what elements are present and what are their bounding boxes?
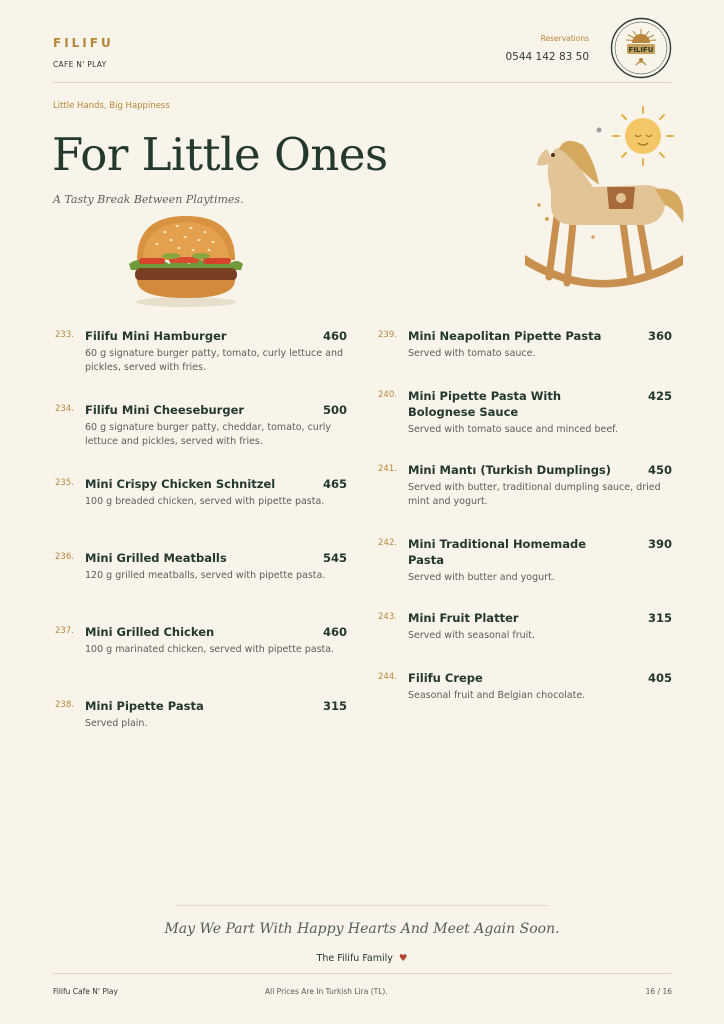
menu-item (55, 402, 347, 476)
item-number: 236. (55, 552, 74, 562)
menu-item (378, 388, 672, 462)
menu-item (378, 462, 672, 536)
item-number: 234. (55, 404, 74, 414)
item-number: 239. (378, 330, 397, 340)
item-description: Served with butter, traditional dumpling sauce, dried mint and yogurt. (408, 482, 661, 507)
item-description: Served with seasonal fruit. (408, 630, 536, 641)
item-price: 465 (322, 477, 347, 491)
menu-item (55, 476, 347, 550)
menu-item (55, 624, 347, 698)
item-price: 360 (647, 329, 672, 343)
footer-divider (53, 973, 671, 974)
menu-item (378, 328, 672, 388)
item-price: 460 (322, 329, 347, 343)
item-name: Filifu Mini Hamburger (85, 329, 227, 343)
item-price: 390 (647, 537, 672, 551)
item-description: 60 g signature burger patty, tomato, curly lettuce and pickles, served with fries. (85, 348, 344, 373)
item-name: Mini Fruit Platter (408, 611, 519, 625)
item-name: Mini Grilled Chicken (85, 625, 215, 639)
menu-item (378, 670, 672, 710)
item-description: 100 g marinated chicken, served with pipette pasta. (85, 644, 335, 655)
heart-icon: ♥ (398, 953, 408, 964)
item-name: Mini Mantı (Turkish Dumplings) (408, 463, 612, 477)
item-description: 60 g signature burger patty, cheddar, tomato, curly lettuce and pickles, served with fries. (85, 422, 331, 447)
brand-name: FILIFU (53, 36, 114, 50)
signature: The Filifu Family (316, 953, 393, 964)
farewell-divider (176, 905, 548, 906)
item-description: Seasonal fruit and Belgian chocolate. (408, 690, 586, 701)
item-description: Served with tomato sauce. (408, 348, 536, 359)
menu-item (378, 610, 672, 670)
header-divider (53, 82, 671, 83)
logo-text: FILIFU (628, 46, 654, 54)
item-number: 233. (55, 330, 74, 340)
menu-column-right (378, 328, 672, 710)
item-name: Filifu Mini Cheeseburger (85, 403, 245, 417)
item-name: Mini Grilled Meatballs (85, 551, 227, 565)
item-description: Served with tomato sauce and minced beef. (408, 424, 618, 435)
reservation-phone[interactable]: 0544 142 83 50 (505, 51, 589, 63)
item-price: 315 (322, 699, 347, 713)
item-name: Mini Pipette Pasta With Bolognese Sauce (408, 389, 562, 419)
menu-item (55, 550, 347, 624)
item-description: 100 g breaded chicken, served with pipette pasta. (85, 496, 325, 507)
burger-illustration (125, 212, 247, 308)
filifu-logo (610, 17, 672, 79)
item-price: 450 (647, 463, 672, 477)
page-subtitle: A Tasty Break Between Playtimes. (53, 193, 244, 206)
item-price: 460 (322, 625, 347, 639)
reservations-label: Reservations (540, 34, 589, 43)
menu-item (55, 698, 347, 738)
item-name: Mini Neapolitan Pipette Pasta (408, 329, 602, 343)
menu-column-left (55, 328, 347, 738)
signature-line (0, 953, 724, 964)
item-name: Filifu Crepe (408, 671, 483, 685)
item-number: 242. (378, 538, 397, 548)
item-number: 244. (378, 672, 397, 682)
item-number: 243. (378, 612, 397, 622)
brand-subtitle: CAFE N' PLAY (53, 60, 107, 69)
item-name: Mini Traditional Homemade Pasta (408, 537, 587, 567)
tagline: Little Hands, Big Happiness (53, 101, 170, 111)
item-description: Served plain. (85, 718, 148, 729)
footer-price-note: All Prices Are In Turkish Lira (TL). (265, 987, 388, 996)
footer-cafe-name: Filifu Cafe N' Play (53, 987, 118, 996)
item-description: 120 g grilled meatballs, served with pipette pasta. (85, 570, 326, 581)
page-number: 16 / 16 (645, 987, 672, 996)
item-price: 500 (322, 403, 347, 417)
menu-item (378, 536, 672, 610)
menu-item (55, 328, 347, 402)
item-number: 241. (378, 464, 397, 474)
rocking-horse-illustration (515, 105, 690, 300)
item-name: Mini Crispy Chicken Schnitzel (85, 477, 276, 491)
item-number: 237. (55, 626, 74, 636)
item-description: Served with butter and yogurt. (408, 572, 555, 583)
item-number: 240. (378, 390, 397, 400)
item-price: 545 (322, 551, 347, 565)
item-price: 315 (647, 611, 672, 625)
item-price: 425 (647, 389, 672, 403)
item-number: 238. (55, 700, 74, 710)
item-name: Mini Pipette Pasta (85, 699, 204, 713)
item-price: 405 (647, 671, 672, 685)
farewell-message: May We Part With Happy Hearts And Meet Again Soon. (164, 921, 560, 937)
item-number: 235. (55, 478, 74, 488)
page-title: For Little Ones (52, 128, 388, 181)
